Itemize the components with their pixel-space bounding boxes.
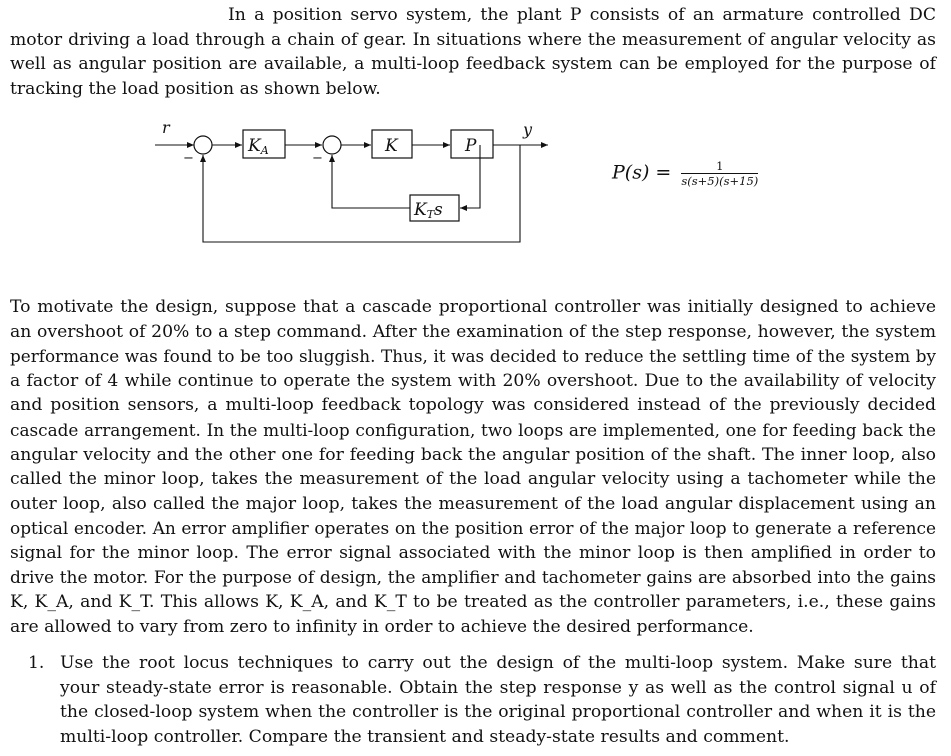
- intro-line: well as angular position are available, a multi-loop feedback system can be employed for the purpose of: [10, 54, 936, 75]
- intro-line: In a position servo system, the plant P consists of an armature controlled DC: [228, 5, 936, 25]
- ka-block-label: KA: [248, 136, 269, 157]
- summing-junction-inner: [323, 136, 341, 154]
- motivation-line: are allowed to vary from zero to infinity in order to achieve the desired performance.: [10, 616, 754, 637]
- formula-denominator: s(s+5)(s+15): [681, 174, 759, 188]
- motivation-line: K, K_A, and K_T. This allows K, K_A, and K_T to be treated as the controller parameters, i.e., these gains: [10, 592, 936, 613]
- formula-numerator: 1: [681, 160, 758, 174]
- question-body: [60, 651, 936, 749]
- plant-transfer-function: [612, 160, 758, 187]
- input-label: r: [162, 118, 170, 137]
- formula-lhs: P(s) =: [612, 161, 672, 184]
- intro-line: tracking the load position as shown below.: [10, 78, 381, 99]
- question-line: your steady-state error is reasonable. Obtain the step response y as well as the control signal u of: [60, 677, 936, 698]
- summing-junction-outer-sign: −: [183, 151, 194, 166]
- motivation-line: cascade arrangement. In the multi-loop configuration, two loops are implemented, one for feeding back the: [10, 419, 936, 440]
- plant-block-label: P: [465, 136, 477, 156]
- intro-paragraph: [10, 3, 936, 101]
- summing-junction-inner-sign: −: [312, 151, 323, 166]
- motivation-line: To motivate the design, suppose that a cascade proportional controller was initially designed to achieve: [10, 297, 936, 317]
- motivation-line: an overshoot of 20% to a step command. After the examination of the step response, however, the system: [10, 321, 936, 342]
- motivation-line: signal for the minor loop. The error signal associated with the minor loop is then amplified in order to: [10, 542, 936, 563]
- k-block-label: K: [385, 136, 398, 156]
- motivation-line: called the minor loop, takes the measurement of the load angular velocity using a tachometer while the: [10, 469, 936, 490]
- motivation-line: optical encoder. An error amplifier operates on the position error of the major loop to generate a reference: [10, 518, 936, 539]
- outer-feedback-path: [203, 145, 520, 242]
- output-label: y: [523, 120, 533, 139]
- summing-junction-outer: [194, 136, 212, 154]
- intro-line: motor driving a load through a chain of gear. In situations where the measurement of angular velocity as: [10, 29, 936, 50]
- motivation-line: a factor of 4 while continue to operate the system with 20% overshoot. Due to the availability of velocity: [10, 370, 936, 391]
- question-line: Use the root locus techniques to carry out the design of the multi-loop system. Make sure that: [60, 653, 936, 673]
- motivation-line: performance was found to be too sluggish. Thus, it was decided to reduce the settling time of the system by: [10, 346, 936, 367]
- motivation-line: drive the motor. For the purpose of design, the amplifier and tachometer gains are absorbed into the gains: [10, 567, 936, 588]
- motivation-line: and position sensors, a multi-loop feedback topology was considered instead of the previously decided: [10, 395, 936, 416]
- kt-block-label: KTs: [414, 200, 443, 221]
- motivation-line: outer loop, also called the major loop, takes the measurement of the load angular displacement using an: [10, 493, 936, 514]
- block-diagram: [150, 115, 570, 250]
- inner-feedback-path-bottom: [332, 155, 410, 208]
- question-number: 1.: [28, 653, 45, 673]
- formula-fraction: [681, 160, 758, 187]
- question-line: multi-loop controller. Compare the transient and steady-state results and comment.: [60, 726, 790, 747]
- motivation-paragraph: [10, 295, 936, 639]
- question-line: the closed-loop system when the controller is the original proportional controller and when it is the: [60, 702, 936, 723]
- motivation-line: angular velocity and the other one for feeding back the angular position of the shaft. The inner loop, also: [10, 444, 936, 465]
